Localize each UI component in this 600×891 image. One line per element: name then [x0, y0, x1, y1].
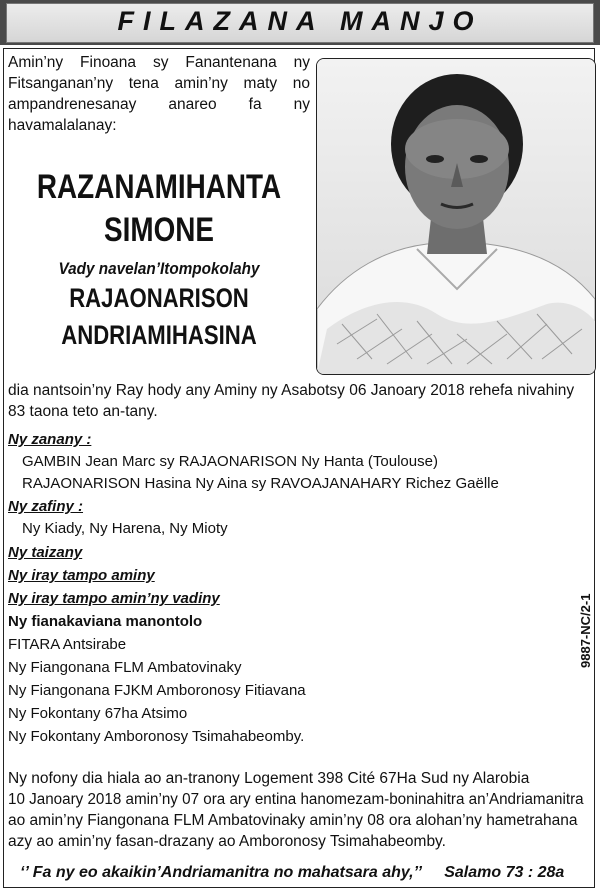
taizany-heading: Ny taizany: [8, 544, 83, 561]
death-line-1: dia nantsoin’ny Ray hody any Aminy ny Asabotsy 06 Janoary 2018 rehefa nivahiny: [8, 382, 575, 399]
funeral-line-2: 10 Janoary 2018 amin’ny 07 ora ary entina hanomezam-boninahitra an’Andriamanitra: [8, 791, 584, 808]
children-heading: Ny zanany :: [8, 431, 92, 448]
header-banner: [0, 0, 600, 45]
other-line-4: Ny Fokontany 67ha Atsimo: [8, 705, 188, 722]
deceased-name-line1: RAZANAMIHANTA: [36, 168, 282, 206]
verse-text: ‘’ Fa ny eo akaikin’Andriamanitra no mahatsara ahy,’’: [20, 864, 422, 881]
deceased-name-line2: SIMONE: [104, 211, 214, 249]
funeral-line-3: ao amin’ny Fiangonana FLM Ambatovinaky amin’ny 08 ora alohan’ny hametrahana: [8, 812, 578, 829]
grandchildren-heading: Ny zafiny :: [8, 498, 84, 515]
children-line-2: RAJAONARISON Hasina Ny Aina sy RAVOAJANAHARY Richez Gaëlle: [22, 475, 499, 492]
portrait-photo: [316, 58, 596, 375]
spouse-name-line2: ANDRIAMIHASINA: [61, 320, 257, 350]
funeral-line-4: azy ao amin’ny fasan-drazany ao Amboronosy Tsimahabeomby.: [8, 833, 446, 850]
children-line-1: GAMBIN Jean Marc sy RAJAONARISON Ny Hanta (Toulouse): [22, 453, 438, 470]
spouse-name-line1: RAJAONARISON: [69, 283, 249, 313]
reference-code: 9887-NC/2-1: [578, 593, 593, 668]
other-line-2: Ny Fiangonana FLM Ambatovinaky: [8, 659, 242, 676]
grandchildren-list: Ny Kiady, Ny Harena, Ny Mioty: [22, 520, 228, 537]
spouse-siblings-heading: Ny iray tampo amin’ny vadiny: [8, 590, 220, 607]
verse-reference: Salamo 73 : 28a: [444, 864, 565, 881]
family-heading: Ny fianakaviana manontolo: [8, 613, 203, 630]
funeral-line-1: Ny nofony dia hiala ao an-tranony Logement 398 Cité 67Ha Sud ny Alarobia: [8, 770, 530, 787]
other-line-5: Ny Fokontany Amboronosy Tsimahabeomby.: [8, 728, 305, 745]
spouse-title: Vady navelan’Itompokolahy: [58, 259, 260, 278]
siblings-heading: Ny iray tampo aminy: [8, 567, 155, 584]
footer-verse: [20, 864, 564, 882]
intro-text: Amin’ny Finoana sy Fanantenana ny Fitsanganan’ny tena amin’ny maty no ampandrenesanay anareo fa ny havamalalanay:: [8, 54, 310, 134]
other-line-1: FITARA Antsirabe: [8, 636, 127, 653]
other-line-3: Ny Fiangonana FJKM Amboronosy Fitiavana: [8, 682, 306, 699]
page-title: FILAZANA MANJO: [117, 6, 483, 36]
death-line-2: 83 taona teto an-tany.: [8, 403, 158, 420]
portrait-illustration: [317, 59, 595, 374]
